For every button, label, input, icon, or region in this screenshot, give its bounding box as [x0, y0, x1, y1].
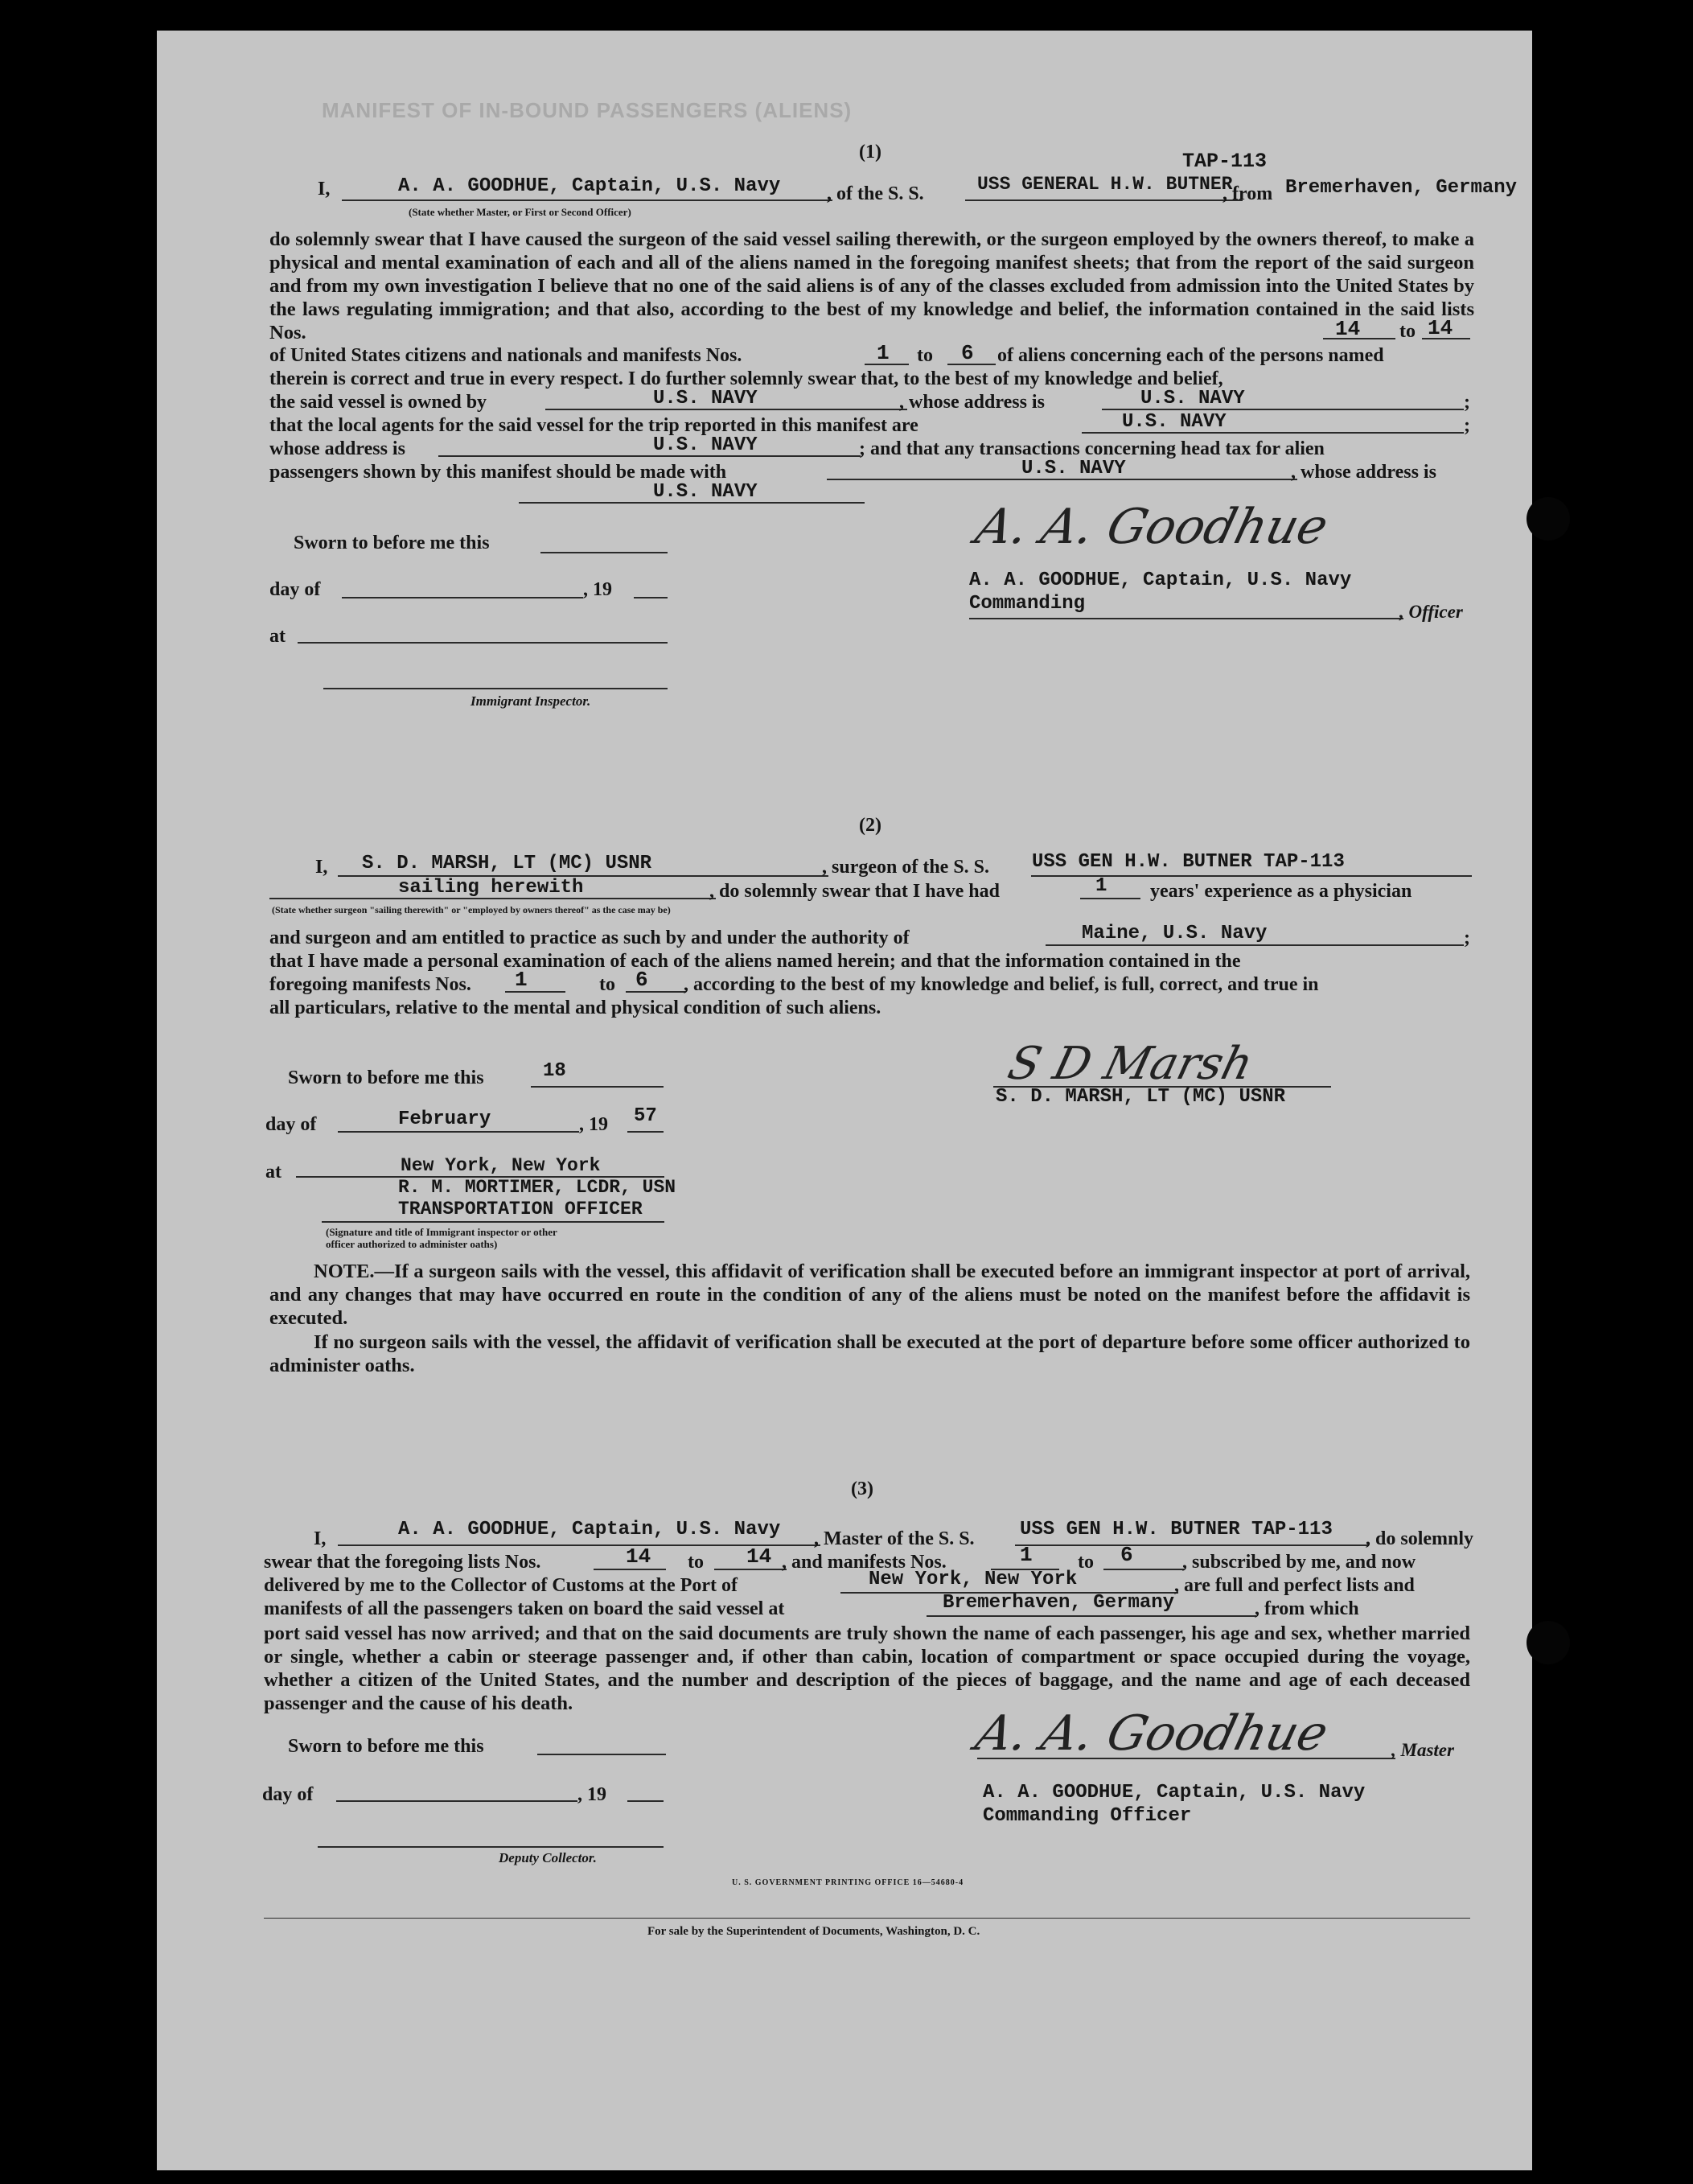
s3-master-signature: A. A. Goodhue — [970, 1705, 1334, 1762]
s2-authority: Maine, U.S. Navy — [1082, 923, 1268, 944]
s3-manifests-to: 6 — [1120, 1543, 1133, 1567]
s1-from-place: Bremerhaven, Germany — [1285, 177, 1518, 199]
s1-state-note: (State whether Master, or First or Second Officer) — [409, 206, 631, 218]
s1-oath-body: do solemnly swear that I have caused the surgeon of the said vessel sailing therewith, or the surgeon employed by the owners thereof, to make a physical and mental examination of each and all of the aliens named in the foregoing manifest sheets; that from the report of the said surgeon and from my own investigation I believe that no one of the said aliens is of any of the classes excluded from admission into the United States by the laws regulating immigration; and that also, according to the best of my knowledge and belief, the information contained in the said lists Nos. — [269, 228, 1474, 343]
s3-master-label: , Master — [1391, 1740, 1454, 1760]
s2-signer-typed: S. D. MARSH, LT (MC) USNR — [996, 1086, 1286, 1108]
s1-line6-tail: of aliens concerning each of the persons named — [997, 345, 1384, 366]
s1-owned-by-label: the said vessel is owned by — [269, 392, 487, 413]
s2-semicolon: ; — [1464, 927, 1470, 948]
section-3-number: (3) — [851, 1479, 873, 1499]
s1-line6: of United States citizens and nationals and manifests Nos. — [269, 345, 742, 366]
s3-taken-at: Bremerhaven, Germany — [943, 1592, 1175, 1614]
s3-swear-text: swear that the foregoing lists Nos. — [264, 1552, 541, 1573]
s1-agent-address: U.S. NAVY — [653, 434, 758, 456]
s2-note: NOTE.—If a surgeon sails with the vessel, this affidavit of verification shall be executed before an immigrant inspector at port of arrival, and any changes that may have occurred en route in the condition of any of the aliens must be noted on the manifest before the affidavit is executed. — [269, 1261, 1470, 1329]
s2-intro: I, — [315, 857, 328, 878]
punch-hole-bottom — [1527, 1621, 1570, 1664]
s3-full-text: , are full and perfect lists and — [1174, 1575, 1415, 1596]
s2-day-label: day of — [265, 1114, 317, 1135]
s2-state-note: (State whether surgeon "sailing therewith" or "employed by owners thereof" as the case may be) — [272, 904, 671, 915]
faint-header-text: MANIFEST OF IN-BOUND PASSENGERS (ALIENS) — [322, 98, 853, 122]
s1-officer-label: , Officer — [1399, 602, 1463, 622]
s3-subscribed: , subscribed by me, and now — [1182, 1552, 1416, 1573]
s3-vessel: USS GEN H.W. BUTNER TAP-113 — [1020, 1519, 1333, 1540]
s3-lists-to: 14 — [746, 1544, 772, 1569]
s2-year-prefix: , 19 — [579, 1114, 608, 1135]
s1-headtax-with: U.S. NAVY — [1021, 458, 1126, 479]
s3-delivered-text: delivered by me to the Collector of Customs at the Port of — [264, 1575, 738, 1596]
s3-master-name: A. A. GOODHUE, Captain, U.S. Navy — [398, 1519, 781, 1540]
s2-place: New York, New York — [401, 1155, 601, 1176]
s3-day-label: day of — [262, 1784, 314, 1805]
s1-at-label: at — [269, 626, 286, 647]
vessel-ref-number: TAP-113 — [1182, 150, 1268, 173]
s1-of-ss: , of the S. S. — [827, 183, 924, 204]
s2-particulars: all particulars, relative to the mental and physical condition of such aliens. — [269, 997, 881, 1018]
s1-master-name: A. A. GOODHUE, Captain, U.S. Navy — [398, 175, 781, 197]
s2-to-label: to — [599, 974, 615, 995]
footer-sale-note: For sale by the Superintendent of Documents, Washington, D. C. — [647, 1925, 980, 1938]
s2-manifests-from: 1 — [515, 968, 528, 992]
s1-year-prefix: , 19 — [583, 579, 612, 600]
s2-month: February — [398, 1108, 491, 1130]
punch-hole-top — [1527, 497, 1570, 541]
s3-lists-from: 14 — [626, 1544, 651, 1569]
s1-owner: U.S. NAVY — [653, 388, 758, 409]
s1-inspector-label: Immigrant Inspector. — [471, 693, 591, 709]
s3-collector-label: Deputy Collector. — [499, 1850, 597, 1865]
s1-agents-label: that the local agents for the said vessel for the trip reported in this manifest are — [269, 415, 918, 436]
s2-sailing: sailing herewith — [398, 877, 584, 899]
s1-sworn-label: Sworn to before me this — [294, 533, 490, 553]
s1-lists-to: 14 — [1428, 316, 1453, 340]
s2-officer-title: TRANSPORTATION OFFICER — [398, 1199, 643, 1220]
s2-officer-typed: R. M. MORTIMER, LCDR, USN — [398, 1177, 676, 1198]
s2-swear-text: , do solemnly swear that I have had — [709, 881, 1000, 902]
s1-manifests-to-label: to — [917, 345, 933, 366]
s2-exam-text: that I have made a personal examination of each of the aliens named herein; and that the information contained in the — [269, 951, 1241, 972]
s3-body: port said vessel has now arrived; and that on the said documents are truly shown the name of each passenger, his age and sex, whether married or single, whether a cabin or steerage passenger and, if other than cabin, location of compartment or space occupied during the voyage, whether a citizen of the United States, and the number and description of the pieces of baggage, and the name and age of each deceased passenger and the cause of his death. — [264, 1623, 1470, 1714]
s2-vessel: USS GEN H.W. BUTNER TAP-113 — [1032, 851, 1345, 873]
s2-surgeon-name: S. D. MARSH, LT (MC) USNR — [362, 853, 652, 874]
s2-authority-text: and surgeon and am entitled to practice as such by and under the authority of — [269, 927, 910, 948]
s3-port: New York, New York — [869, 1569, 1078, 1590]
s1-whose-address2-label: , whose address is — [1291, 462, 1436, 483]
s2-manifests-label: foregoing manifests Nos. — [269, 974, 471, 995]
s3-manifests-from: 1 — [1020, 1543, 1033, 1567]
section-1-number: (1) — [859, 142, 881, 162]
s1-agents: U.S. NAVY — [1122, 411, 1227, 433]
s3-sworn-label: Sworn to before me this — [288, 1736, 484, 1757]
s1-from-label: , from — [1222, 183, 1273, 204]
s2-years-tail: years' experience as a physician — [1150, 881, 1412, 902]
s3-year-prefix: , 19 — [577, 1784, 606, 1805]
s1-semicolon-1: ; — [1464, 392, 1470, 413]
s3-manifests-label: , and manifests Nos. — [782, 1552, 947, 1573]
s3-master-of: , Master of the S. S. — [814, 1528, 975, 1549]
s2-surgeon-of: , surgeon of the S. S. — [822, 857, 990, 878]
s3-signer-role: Commanding Officer — [983, 1805, 1192, 1827]
s2-surgeon-signature: S D Marsh — [1002, 1038, 1259, 1090]
s3-do-solemnly: , do solemnly — [1366, 1528, 1474, 1549]
s1-signer-typed: A. A. GOODHUE, Captain, U.S. Navy — [969, 570, 1352, 591]
s1-manifests-from: 1 — [877, 341, 890, 365]
s1-lists-from: 14 — [1335, 317, 1361, 341]
s2-manifests-tail: , according to the best of my knowledge and belief, is full, correct, and true in — [684, 974, 1319, 995]
s3-to-label-2: to — [1078, 1552, 1094, 1573]
s2-sworn-label: Sworn to before me this — [288, 1067, 484, 1088]
s1-lists-to-label: to — [1399, 321, 1416, 342]
s1-agent-addr-label: whose address is — [269, 438, 405, 459]
s1-owner-address: U.S. NAVY — [1140, 388, 1245, 409]
s3-manifests-text: manifests of all the passengers taken on board the said vessel at — [264, 1598, 785, 1619]
footer-printing-office: U. S. GOVERNMENT PRINTING OFFICE 16—54680-4 — [732, 1878, 964, 1887]
s3-intro: I, — [314, 1528, 327, 1549]
s2-note-2: If no surgeon sails with the vessel, the affidavit of verification shall be executed at the port of departure before some officer authorized to administer oaths. — [269, 1331, 1470, 1376]
s1-headtax-text: ; and that any transactions concerning head tax for alien — [859, 438, 1325, 459]
s1-vessel: USS GENERAL H.W. BUTNER — [977, 174, 1233, 195]
s1-passengers-label: passengers shown by this manifest should be made with — [269, 462, 727, 483]
s3-to-label: to — [688, 1552, 704, 1573]
s2-sig-note: (Signature and title of Immigrant inspector or other officer authorized to administer oaths) — [326, 1226, 557, 1250]
s3-signer-typed: A. A. GOODHUE, Captain, U.S. Navy — [983, 1782, 1366, 1804]
s2-sworn-day: 18 — [543, 1060, 566, 1082]
s1-semicolon-2: ; — [1464, 415, 1470, 436]
s2-year: 57 — [634, 1105, 657, 1127]
s1-master-signature: A. A. Goodhue — [970, 499, 1334, 555]
section-2-number: (2) — [859, 815, 881, 836]
s3-from-which: , from which — [1255, 1598, 1359, 1619]
s2-at-label: at — [265, 1162, 281, 1182]
s1-manifests-to: 6 — [961, 341, 974, 365]
s1-signer-role: Commanding — [969, 593, 1086, 615]
s1-day-label: day of — [269, 579, 321, 600]
s1-headtax-address: U.S. NAVY — [653, 481, 758, 503]
s1-intro: I, — [318, 179, 331, 199]
s1-line7: therein is correct and true in every respect. I do further solemnly swear that, to the best of my knowledge and belief, — [269, 368, 1223, 389]
s1-whose-address-label: , whose address is — [899, 392, 1045, 413]
s2-manifests-to: 6 — [635, 968, 648, 992]
s2-years: 1 — [1095, 875, 1107, 897]
